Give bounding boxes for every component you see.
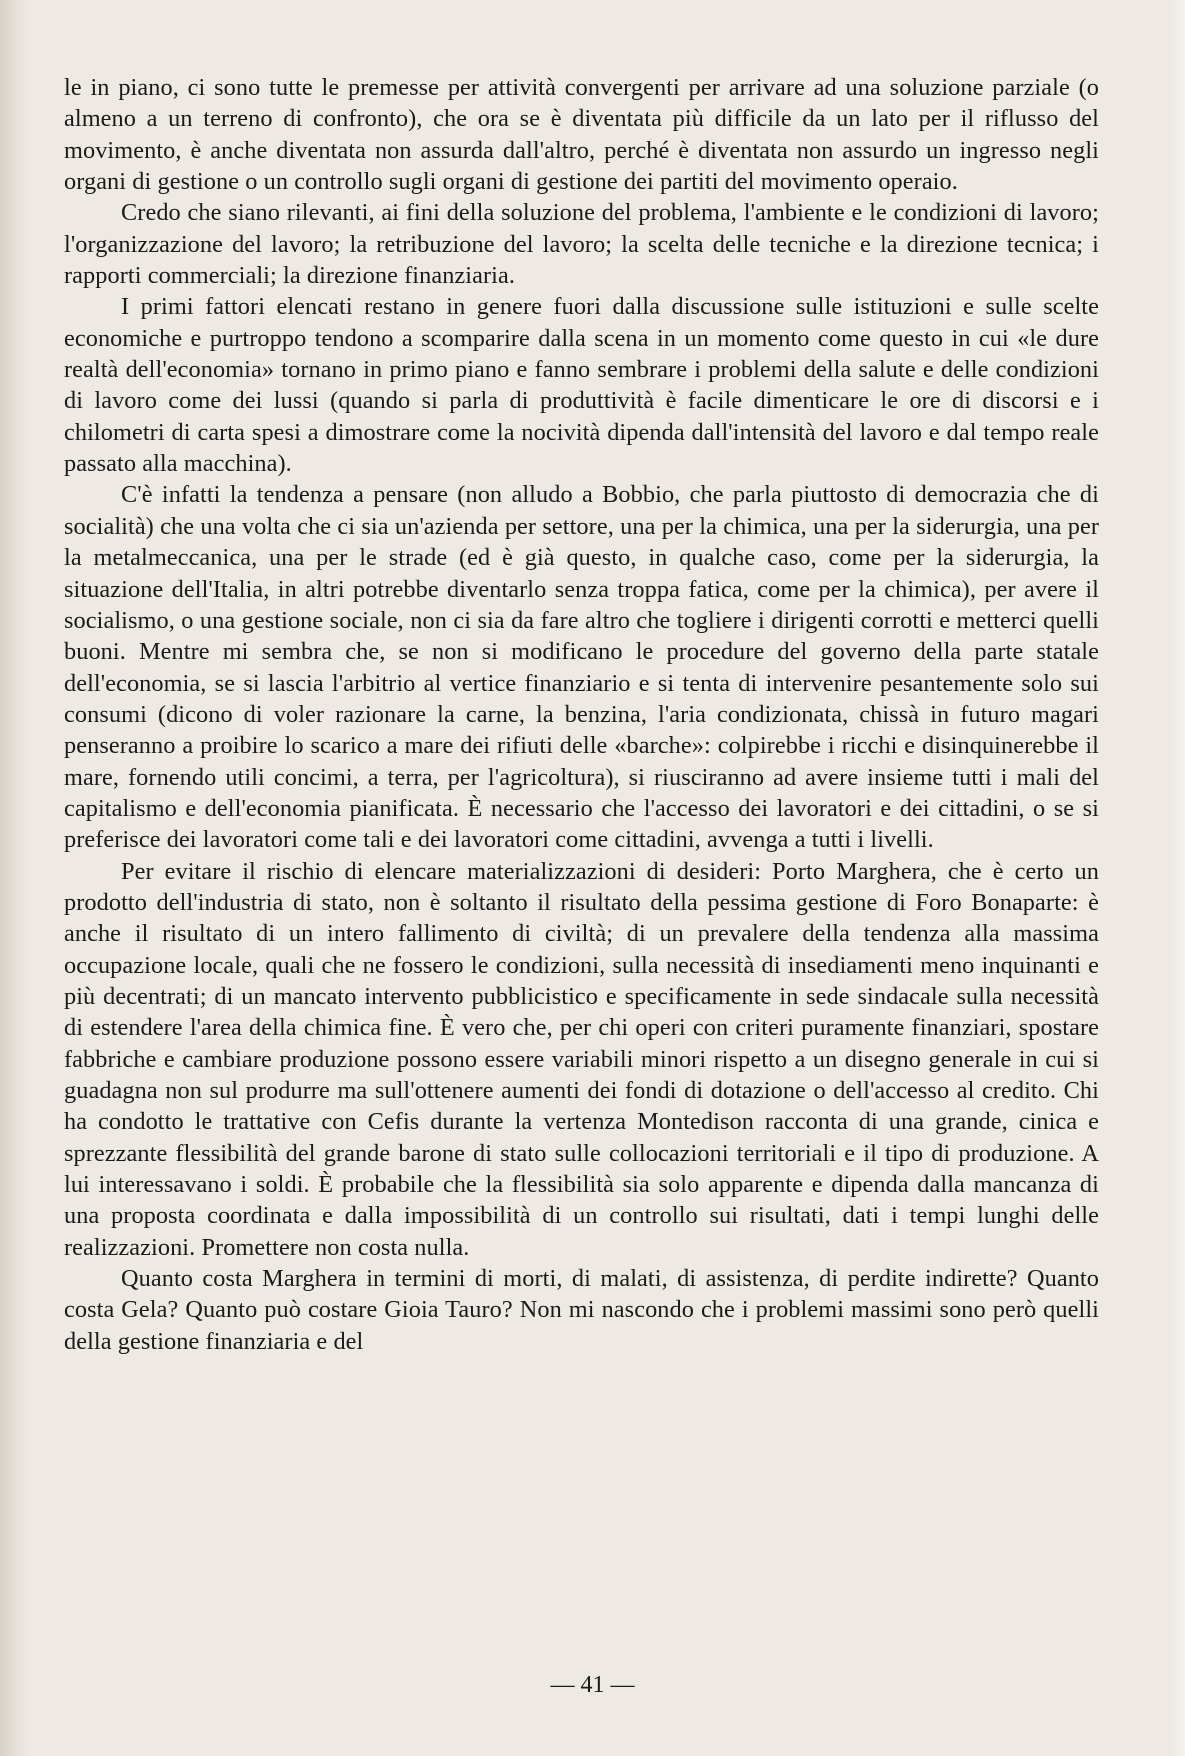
- paragraph-5: Per evitare il rischio di elencare materializzazioni di desideri: Porto Marghera, che è certo un prodotto dell'industria di stato, non è soltanto il risultato della pessima gestione di Foro Bonaparte: è anche il risultato di un intero fallimento di civiltà; di un prevalere della tendenza alla massima occupazione locale, quali che ne fossero le condizioni, sulla necessità di insediamenti meno inquinanti e più decentrati; di un mancato intervento pubblicistico e specificamente in sede sindacale sulla necessità di estendere l'area della chimica fine. È vero che, per chi operi con criteri puramente finanziari, spostare fabbriche e cambiare produzione possono essere variabili minori rispetto a un disegno generale in cui si guadagna non sul produrre ma sull'ottenere aumenti dei fondi di dotazione o dell'accesso al credito. Chi ha condotto le trattative con Cefis durante la vertenza Montedison racconta di una grande, cinica e sprezzante flessibilità del grande barone di stato sulle collocazioni territoriali e il tipo di produzione. A lui interessavano i soldi. È probabile che la flessibilità sia solo apparente e dipenda dalla mancanza di una proposta coordinata e dalla impossibilità di un controllo sui risultati, dati i tempi lunghi delle realizzazioni. Promettere non costa nulla.: [64, 857, 1099, 1261]
- paragraph-4: C'è infatti la tendenza a pensare (non alludo a Bobbio, che parla piuttosto di democrazia che di socialità) che una volta che ci sia un'azienda per settore, una per la chimica, una per la siderurgia, una per la metalmeccanica, una per le strade (ed è già questo, in qualche caso, come per la siderurgia, la situazione dell'Italia, in altri potrebbe diventarlo senza troppa fatica, come per la chimica), per avere il socialismo, o una gestione sociale, non ci sia da fare altro che togliere i dirigenti corrotti e metterci quelli buoni. Mentre mi sembra che, se non si modificano le procedure del governo della parte statale dell'economia, se si lascia l'arbitrio al vertice finanziario e si tenta di intervenire pesantemente solo sui consumi (dicono di voler razionare la carne, la benzina, l'aria condizionata, chissà in futuro magari penseranno a proibire lo scarico a mare dei rifiuti delle «barche»: colpirebbe i ricchi e disinquinerebbe il mare, fornendo utili concimi, a terra, per l'agricoltura), si riusciranno ad avere insieme tutti i mali del capitalismo e dell'economia pianificata. È necessario che l'accesso dei lavoratori e dei cittadini, o se si preferisce dei lavoratori come tali e dei lavoratori come cittadini, avvenga a tutti i livelli.: [64, 481, 1099, 854]
- paragraph-1: le in piano, ci sono tutte le premesse per attività convergenti per arrivare ad una soluzione parziale (o almeno a un terreno di confronto), che ora se è diventata più difficile da un lato per il riflusso del movimento, è anche diventata non assurda dall'altro, perché è diventata non assurdo un ingresso negli organi di gestione o un controllo sugli organi di gestione dei partiti del movimento operaio.: [64, 74, 1099, 196]
- body-text: [64, 72, 1099, 1357]
- paragraph-2: Credo che siano rilevanti, ai fini della soluzione del problema, l'ambiente e le condizioni di lavoro; l'organizzazione del lavoro; la retribuzione del lavoro; la scelta delle tecniche e la direzione tecnica; i rapporti commerciali; la direzione finanziaria.: [64, 199, 1099, 290]
- page-right-edge: [1171, 0, 1185, 1756]
- page-left-edge-shadow: [0, 0, 30, 1756]
- paragraph-3: I primi fattori elencati restano in genere fuori dalla discussione sulle istituzioni e sulle scelte economiche e purtroppo tendono a scomparire dalla scena in un momento come questo in cui «le dure realtà dell'economia» tornano in primo piano e fanno sembrare i problemi della salute e delle condizioni di lavoro come dei lussi (quando si parla di produttività è facile dimenticare le ore di discorsi e i chilometri di carta spesi a dimostrare come la nocività dipenda dall'intensità del lavoro e dal tempo reale passato alla macchina).: [64, 293, 1099, 478]
- paragraph-6: Quanto costa Marghera in termini di morti, di malati, di assistenza, di perdite indirette? Quanto costa Gela? Quanto può costare Gioia Tauro? Non mi nascondo che i problemi massimi sono però quelli della gestione finanziaria e del: [64, 1265, 1099, 1355]
- page-number: — 41 —: [550, 1672, 635, 1698]
